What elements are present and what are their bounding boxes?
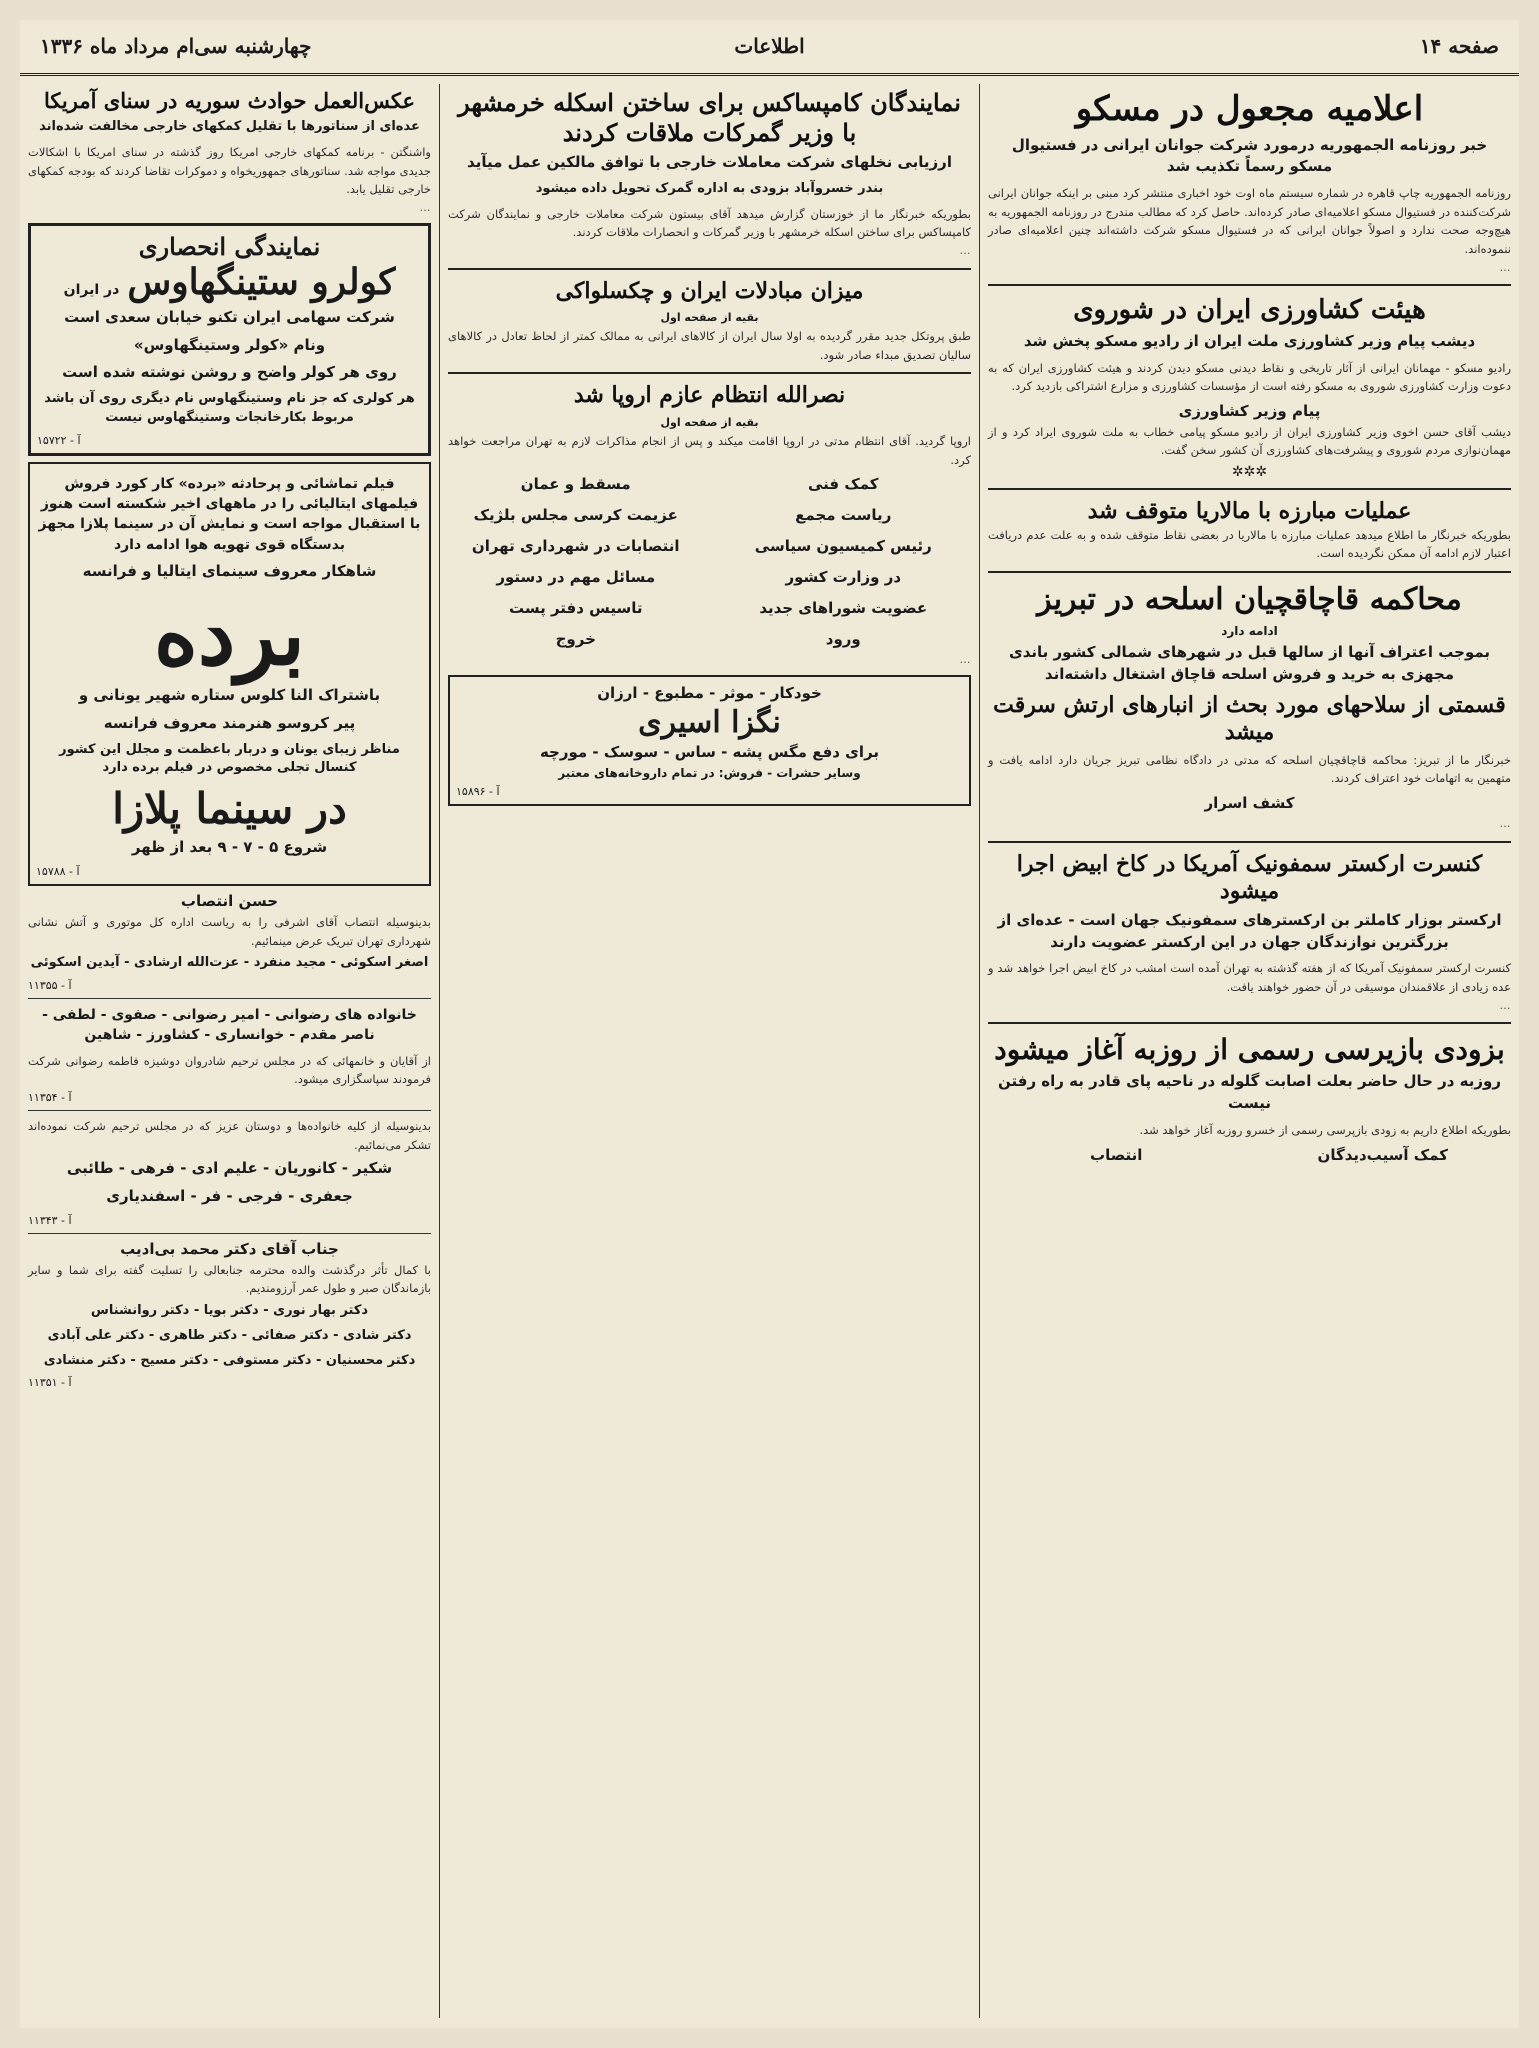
heading-belgium: عزیمت کرسی مجلس بلژیک — [473, 506, 678, 525]
divider — [988, 841, 1511, 843]
ad-film — [28, 462, 431, 886]
continued-label: بقیه از صفحه اول — [660, 415, 759, 429]
ad-film-intro: فیلم تماشائی و پرحادثه «برده» کار کورد فروش فیلمهای ایتالیائی را در ماههای اخیر شکسته است هنوز با استقبال مواجه است و نمایش آن در سینما پلازا مجهز بدستگاه قوی تهویه هوا ادامه دارد — [38, 475, 421, 553]
sub-agri: دیشب پیام وزیر کشاورزی ملت ایران از رادیو مسکو پخش شد — [1023, 331, 1476, 350]
headline-malaria: عملیات مبارزه با مالاریا متوقف شد — [1087, 498, 1412, 525]
notice-thanks-names-2: جعفری - فرجی - فر - اسفندیاری — [106, 1186, 353, 1205]
sub-tabriz-2: قسمتی از سلاحهای مورد بحث از انبارهای ارتش سرقت میشد — [993, 691, 1506, 746]
notice-appointment-names: اصغر اسکوئی - مجید منفرد - عزت‌الله ارشادی - آیدین اسکوئی — [30, 955, 429, 971]
column-left — [20, 84, 439, 2018]
column-right — [979, 84, 1519, 2018]
body-concert: کنسرت ارکستر سمفونیک آمریکا که از هفته گذشته به تهران آمده است امشب در کاخ ابیض اجرا خواهد شد و عده زیادی از علاقمندان موسیقی در آن حضور خواهند یافت. — [988, 961, 1511, 994]
notice-condolence-names-1: دکتر بهار نوری - دکتر بویا - دکتر روانشناس — [90, 1302, 369, 1318]
body-minister: دیشب آقای حسن اخوی وزیر کشاورزی ایران از رادیو مسکو پیامی خطاب به ملت شوروی ایراد کرد و از مهمان‌نوازی مردم شوروی و پیشرفت‌های کشاورزی آن کشور سخن گفت. — [988, 424, 1511, 458]
heading-councils: عضویت شوراهای جدید — [759, 599, 928, 618]
filler-text: … — [1499, 817, 1511, 831]
ad-wh-label: روی هر کولر واضح و روشن نوشته شده است — [62, 363, 397, 382]
notice-appointment-title: حسن انتصاب — [180, 891, 279, 910]
sub-port: ارزیابی نخلهای شرکت معاملات خارجی با توافق مالکین عمل میآید — [467, 153, 952, 171]
body-entezam: اروپا گردید. آقای انتظام مدتی در اروپا اقامت میکند و پس از انجام مذاکرات لازم به تهران مراجعت خواهد کرد. — [448, 433, 971, 467]
body-moscow: روزنامه الجمهوریه چاپ قاهره در شماره سیستم ماه اوت خود اخباری منتشر کرد مبنی بر اینکه جوانان ایرانی شرکت‌کننده در فستیوال مسکو اعلامیه‌ای صادر کرده‌اند. حاصل کرد که مطالب مندرج در روزنامه الجمهوریه به هیچ‌وجه صحت ندارد و اصولاً جوانان ایرانی که در فستیوال مسکو شرکت داشته‌اند چنین اعلامیه‌ای صادر ننموده‌اند. — [988, 186, 1511, 256]
ad-ref: آ - ۱۵۸۹۶ — [456, 784, 500, 798]
ad-film-star2: پیر کروسو هنرمند معروف فرانسه — [103, 713, 356, 732]
divider — [988, 284, 1511, 286]
heading-agenda: مسائل مهم در دستور — [496, 568, 656, 587]
ad-insecticide — [448, 675, 971, 806]
heading-post: تاسیس دفتر پست — [508, 599, 643, 618]
sub-moscow: خبر روزنامه الجمهوریه درمورد شرکت جوانان ایرانی در فستیوال مسکو رسماً تکذیب شد — [1011, 135, 1488, 176]
notice-ref: آ - ۱۱۳۵۵ — [28, 979, 72, 993]
filler-text: … — [419, 200, 431, 214]
ad-wh-in: در ایران — [63, 281, 120, 298]
notice-condolence-title: جناب آقای دکتر محمد بی‌ادیب — [120, 1239, 339, 1258]
heading-interior: در وزارت کشور — [785, 568, 902, 587]
heading-secrets: کشف اسرار — [1204, 794, 1295, 813]
body-agri: رادیو مسکو - مهمانان ایرانی از آثار تاریخی و نقاط دیدنی مسکو دیدن کردند و هیئت کشاورزی ایران که به دعوت وزارت کشاورزی شوروی به مسکو رفته است از مؤسسات کشاورزی و مزارع اشتراکی بازدید کرد. — [988, 360, 1511, 394]
filler-text: … — [959, 243, 971, 257]
ad-wh-warning: هر کولری که جز نام وستینگهاوس نام دیگری روی آن باشد مربوط بکارخانجات وستینگهاوس نیست — [44, 391, 415, 425]
body-rouzbeh: بطوریکه اطلاع داریم به زودی بازپرسی رسمی از خسرو روزبه آغاز خواهد شد. — [1139, 1122, 1511, 1137]
headline-concert: کنسرت ارکستر سمفونیک آمریکا در کاخ ابیض اجرا میشود — [1016, 850, 1483, 905]
ad-film-times: شروع ۵ - ۷ - ۹ بعد از ظهر — [131, 838, 328, 857]
notice-thanks-body: بدینوسیله از کلیه خانواده‌ها و دوستان عزیز که در مجلس ترحیم شرکت نموده‌اند تشکر می‌نمائیم. — [28, 1118, 431, 1152]
column-middle — [439, 84, 979, 2018]
divider — [448, 372, 971, 374]
ad-wh-company: شرکت سهامی ایران تکنو خیابان سعدی است — [64, 307, 395, 326]
heading-arrival: ورود — [825, 630, 861, 649]
continued-label: ادامه دارد — [1221, 624, 1278, 639]
ad-westinghouse — [28, 223, 431, 456]
notice-condolence-names-3: دکتر محسنیان - دکتر مستوفی - دکتر مسیح - دکتر منشادی — [43, 1352, 416, 1368]
paper-name: اطلاعات — [734, 34, 805, 58]
notice-condolence-names-2: دکتر شادی - دکتر صفائی - دکتر طاهری - دکتر علی آبادی — [47, 1327, 412, 1343]
heading-muscat: مسقط و عمان — [520, 475, 631, 494]
body-port: بطوریکه خبرنگار ما از خوزستان گزارش میدهد آقای بیستون شرکت معاملات خارجی و نمایندگان شرکت کامپساکس برای ساختن اسکله خرمشهر با وزیر گمرکات و انحصارات ملاقات کردند. — [448, 206, 971, 240]
ad-film-star1: باشتراک النا کلوس ستاره شهیر یونانی و — [78, 686, 381, 705]
body-czech: طبق پروتکل جدید مقرر گردیده به اولا سال ایران از کالاهای ایرانی به ممالک کمتر از لحاظ تعادل در کالاهای سالیان تصدیق مبداء صادر شود. — [448, 329, 971, 362]
ad-wh-brand: کولرو ستینگهاوس — [127, 260, 396, 303]
heading-appointment: انتصاب — [1090, 1145, 1143, 1164]
headline-moscow: اعلامیه مجعول در مسکو — [1075, 89, 1424, 129]
notice-ref: آ - ۱۱۳۵۴ — [28, 1090, 72, 1104]
sub-senate: عده‌ای از سناتورها با تقلیل کمکهای خارجی مخالفت شده‌اند — [39, 119, 420, 135]
heading-assembly: ریاست مجمع — [795, 506, 892, 525]
divider — [448, 268, 971, 270]
issue-date: چهارشنبه سی‌ام مرداد ماه ۱۳۳۶ — [40, 34, 312, 58]
sub-rouzbeh: روزبه در حال حاضر بعلت اصابت گلوله در ناحیه پای قادر به راه رفتن نیست — [998, 1072, 1501, 1113]
ad-wh-title: نمایندگی انحصاری — [138, 231, 321, 261]
ad-ref: آ - ۱۵۷۲۲ — [37, 433, 81, 447]
bottom-briefs — [988, 1140, 1511, 1167]
notice-appointment-body: بدینوسیله انتصاب آقای اشرفی را به ریاست اداره کل موتوری و آتش نشانی شهرداری تهران تبریک عرض مینمائیم. — [28, 914, 431, 948]
page-header — [20, 20, 1519, 76]
page-number: صفحه ۱۴ — [1419, 34, 1499, 58]
continued-label: بقیه از صفحه اول — [660, 311, 759, 325]
notice-thanks-names: شکیر - کانوریان - علیم ادی - فرهی - طائبی — [66, 1159, 393, 1178]
ad-insecticide-brand: نگزا اسیری — [638, 704, 781, 740]
heading-aid: کمک آسیب‌دیدگان — [1317, 1145, 1448, 1164]
headline-port: نمایندگان کامپساکس برای ساختن اسکله خرمشهر — [458, 88, 961, 117]
filler-text: … — [1499, 998, 1511, 1012]
headline-agri: هیئت کشاورزی ایران در شوروی — [1073, 295, 1426, 326]
divider — [988, 571, 1511, 573]
ad-wh-brand-row — [37, 261, 422, 303]
ad-ref: آ - ۱۵۷۸۸ — [36, 864, 80, 878]
heading-municipality: انتصابات در شهرداری تهران — [471, 537, 680, 556]
ad-wh-name: ونام «کولر وستینگهاوس» — [133, 335, 326, 354]
ad-film-title: برده — [153, 584, 306, 684]
ad-insecticide-tagline: خودکار - موثر - مطبوع - ارزان — [597, 683, 822, 702]
headline-entezam: نصرالله انتظام عازم اروپا شد — [573, 382, 846, 409]
notice-ref: آ - ۱۱۳۵۱ — [28, 1376, 72, 1390]
heading-tech-aid: کمک فنی — [808, 475, 879, 494]
body-senate: واشنگتن - برنامه کمکهای خارجی امریکا روز گذشته در سنای امریکا با اشکالات جدیدی مواجه شد. سناتورهای جمهوریخواه و دموکرات تقاضا کردند که بودجه کمکهای خارجی تقلیل یابد. — [28, 145, 431, 197]
headline-czech: میزان مبادلات ایران و چکسلواکی — [555, 277, 864, 304]
heading-minister: پیام وزیر کشاورزی — [1178, 401, 1321, 420]
ad-film-desc: مناظر زیبای یونان و دربار باعظمت و مجلل این کشور کنسال تجلی مخصوص در فیلم برده دارد — [59, 741, 400, 776]
sub-concert: ارکستر بوزار کاملتر بن ارکسترهای سمفونیک جهان است - عده‌ای از بزرگترین نوازندگان جهان در این ارکستر عضویت دارند — [997, 910, 1502, 951]
divider — [988, 1022, 1511, 1024]
sub-tabriz-1: بموجب اعتراف آنها از سالها قبل در شهرهای شمالی کشور باندی مجهزی به خرید و فروش اسلحه قاچاق اشتغال داشته‌اند — [1008, 643, 1491, 684]
ad-insecticide-use: برای دفع مگس پشه - ساس - سوسک - مورچه — [539, 742, 880, 761]
divider — [28, 1233, 431, 1234]
divider — [988, 488, 1511, 490]
filler-text: … — [959, 653, 971, 667]
notice-condolence-body: با کمال تأثر درگذشت والده محترمه جنابعالی را تسلیت گفته برای شما و سایر بازماندگان صبر و طول عمر آرزومندیم. — [28, 1262, 431, 1296]
newspaper-page — [20, 20, 1519, 2028]
ad-insecticide-sale: وسایر حشرات - فروش: در تمام داروخانه‌های معتبر — [558, 766, 861, 781]
divider — [28, 998, 431, 999]
notice-families-body: از آقایان و خانمهائی که در مجلس ترحیم شادروان دوشیزه فاطمه رضوانی شرکت فرمودند سپاسگزاری میشود. — [28, 1053, 431, 1087]
ad-film-cinema: در سینما پلازا — [112, 784, 347, 834]
divider — [28, 1110, 431, 1111]
headline-tabriz: محاکمه قاچاقچیان اسلحه در تبریز — [1037, 581, 1462, 617]
sub-port-2: بندر خسروآباد بزودی به اداره گمرک تحویل داده میشود — [535, 180, 884, 196]
heading-departure: خروج — [555, 630, 596, 649]
brief-headings — [448, 469, 971, 651]
headline-rouzbeh: بزودی بازیرسی رسمی از روزبه آغاز میشود — [994, 1033, 1505, 1067]
notice-ref: آ - ۱۱۳۴۳ — [28, 1213, 72, 1227]
separator-stars: ✲✲✲ — [1231, 464, 1268, 481]
heading-political: رئیس کمیسیون سیاسی — [754, 537, 932, 556]
ad-film-masterpiece: شاهکار معروف سینمای ایتالیا و فرانسه — [82, 561, 377, 580]
headline-port-2: با وزیر گمرکات ملاقات کردند — [562, 118, 857, 147]
headline-senate: عکس‌العمل حوادث سوریه در سنای آمریکا — [43, 88, 416, 113]
notice-families: خانواده های رضوانی - امیر رضوانی - صفوی - لطفی - ناصر مقدم - خوانساری - کشاورز - شاهین — [42, 1007, 417, 1044]
body-malaria: بطوریکه خبرنگار ما اطلاع میدهد عملیات مبارزه با مالاریا در بعضی نقاط متوقف شده و به علت عدم دریافت اعتبار لازم ادامه آن ممکن نگردیده است. — [988, 527, 1511, 561]
filler-text: … — [1499, 260, 1511, 274]
body-tabriz: خبرنگار ما از تبریز: محاکمه قاچاقچیان اسلحه که مدتی در دادگاه نظامی تبریز جریان دارد ادامه یافت و متهمین به اتهامات خود اعتراف کردند. — [988, 752, 1511, 786]
